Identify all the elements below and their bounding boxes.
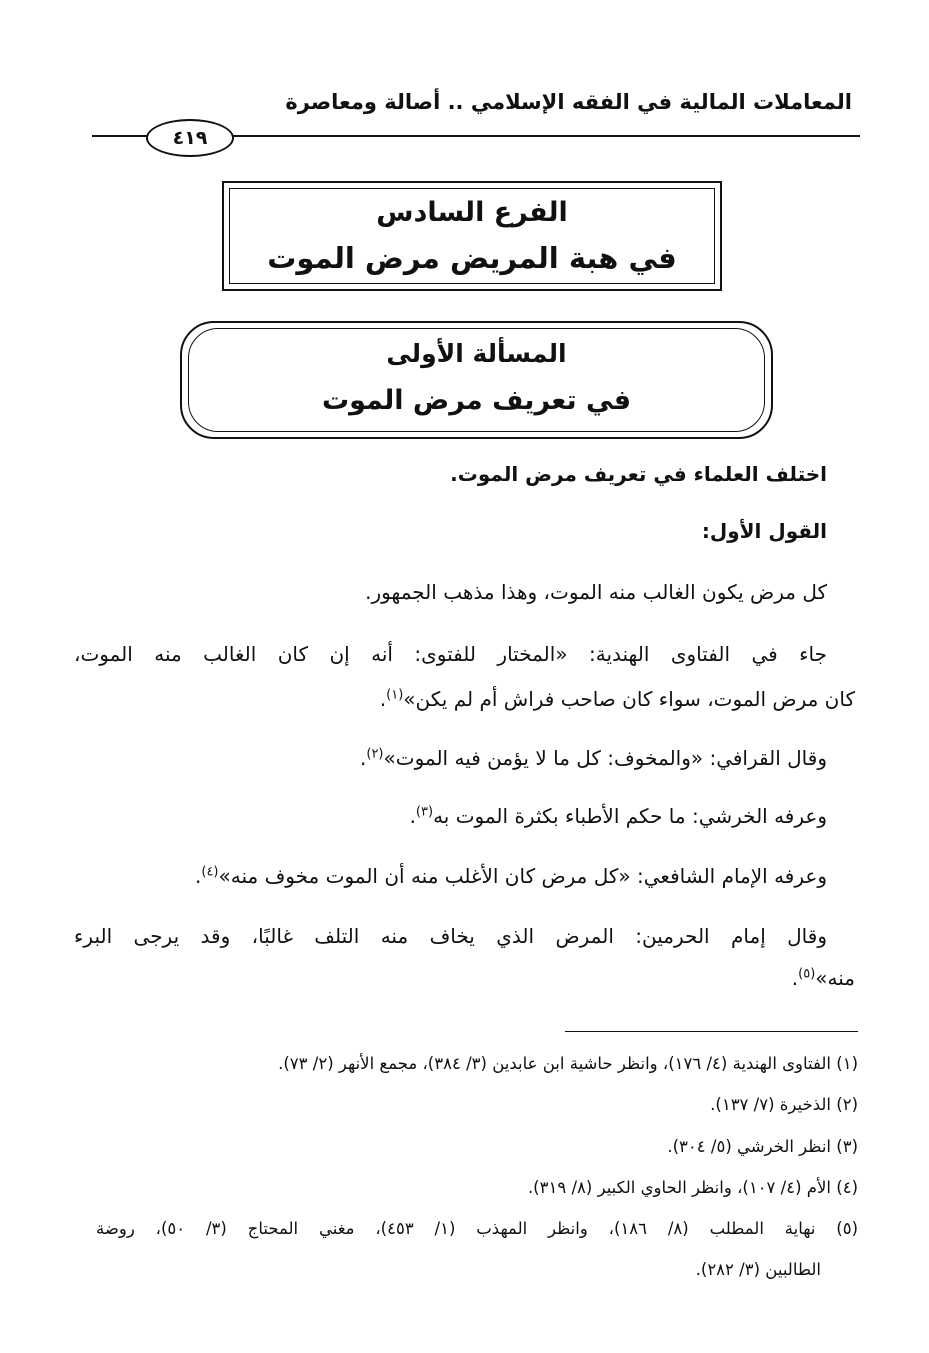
- sentence-period: .: [360, 746, 367, 770]
- footnote-ref-1: (١): [386, 687, 404, 703]
- footnote-3: (٣) انظر الخرشي (٥/ ٣٠٤).: [667, 1137, 858, 1156]
- paragraph-haramayn-line2: [792, 966, 855, 990]
- footnote-1: (١) الفتاوى الهندية (٤/ ١٧٦)، وانظر حاشية ابن عابدين (٣/ ٣٨٤)، مجمع الأنهر (٢/ ٧٣).: [278, 1054, 858, 1073]
- running-title: المعاملات المالية في الفقه الإسلامي .. أصالة ومعاصرة: [285, 90, 852, 114]
- footnote-ref-5: (٥): [798, 966, 816, 982]
- issue-title-box: [180, 321, 773, 439]
- issue-title: المسألة الأولى: [386, 339, 567, 368]
- paragraph-qarafi: [360, 746, 827, 770]
- footnote-ref-2: (٢): [366, 746, 384, 762]
- first-opinion-heading: القول الأول:: [701, 519, 827, 543]
- footnote-4: (٤) الأم (٤/ ١٠٧)، وانظر الحاوي الكبير (٨/ ٣١٩).: [527, 1178, 858, 1197]
- section-title-box: [222, 181, 722, 291]
- qarafi-text: وقال القرافي: «والمخوف: كل ما لا يؤمن فيه الموت»: [383, 746, 827, 770]
- kharashi-text: وعرفه الخرشي: ما حكم الأطباء بكثرة الموت به: [433, 804, 827, 828]
- sentence-period: .: [195, 864, 202, 888]
- footnote-ref-4: (٤): [201, 864, 219, 880]
- sentence-period: .: [379, 687, 387, 711]
- paragraph-hindiyya-line1: جاء في الفتاوى الهندية: «المختار للفتوى: أنه إن كان الغالب منه الموت،: [74, 642, 827, 666]
- page-number: ٤١٩: [146, 119, 234, 157]
- sentence-period: .: [791, 966, 799, 990]
- haramayn-quote-end: منه»: [815, 966, 855, 990]
- hindiyya-quote-end: كان مرض الموت، سواء كان صاحب فراش أم لم يكن»: [403, 687, 855, 711]
- sentence-period: .: [409, 804, 416, 828]
- section-title: الفرع السادس: [376, 197, 568, 228]
- footnote-2: (٢) الذخيرة (٧/ ١٣٧).: [710, 1095, 858, 1114]
- shafii-text: وعرفه الإمام الشافعي: «كل مرض كان الأغلب منه أن الموت مخوف منه»: [218, 864, 827, 888]
- footnote-ref-3: (٣): [415, 804, 434, 820]
- issue-subtitle: في تعريف مرض الموت: [321, 385, 632, 416]
- section-subtitle: في هبة المريض مرض الموت: [267, 241, 677, 275]
- intro-paragraph: اختلف العلماء في تعريف مرض الموت.: [450, 462, 827, 486]
- paragraph-haramayn-line1: وقال إمام الحرمين: المرض الذي يخاف منه التلف غالبًا، وقد يرجى البرء: [74, 924, 827, 948]
- footnote-separator: [565, 1031, 858, 1032]
- paragraph-majority-definition: كل مرض يكون الغالب منه الموت، وهذا مذهب الجمهور.: [365, 580, 827, 604]
- footnote-5-line1: (٥) نهاية المطلب (٨/ ١٨٦)، وانظر المهذب (١/ ٤٥٣)، مغني المحتاج (٣/ ٥٠)، روضة: [96, 1219, 858, 1238]
- paragraph-hindiyya-line2: [380, 687, 855, 711]
- paragraph-shafii: [195, 864, 827, 888]
- footnote-5-line2: الطالبين (٣/ ٢٨٢).: [695, 1260, 821, 1279]
- paragraph-kharashi: [410, 804, 827, 828]
